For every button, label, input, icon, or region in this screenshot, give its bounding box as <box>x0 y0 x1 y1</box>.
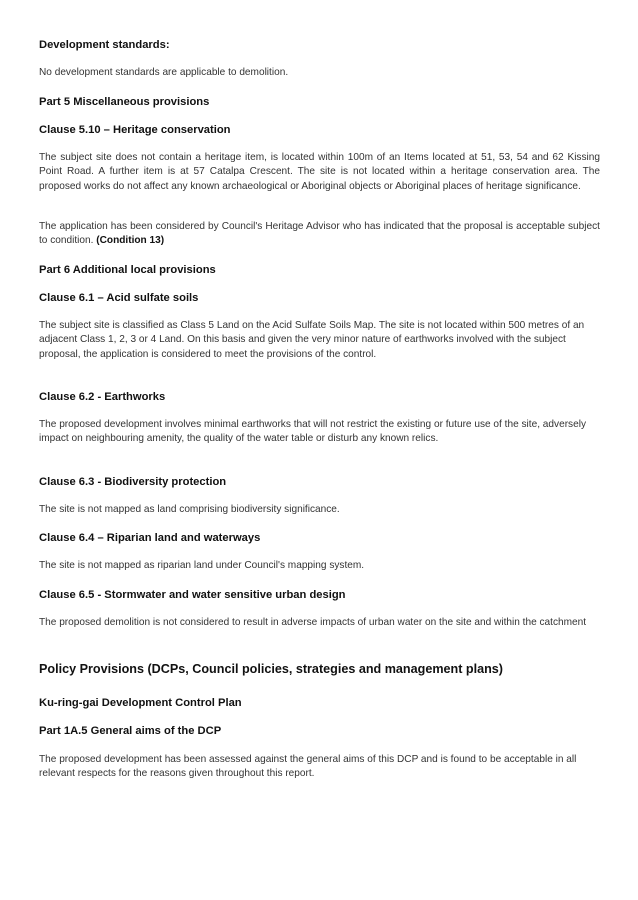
clause-6-3-text: The site is not mapped as land comprising biodiversity significance. <box>39 504 340 515</box>
development-standards-section <box>39 38 600 52</box>
clause-5-10-paragraph-1: The subject site does not contain a heritage item, is located within 100m of an Items located at 51, 53, 54 and 62 Kissing Point Road. A further item is at 57 Catalpa Crescent. The site is not located within a heritage conservation area. The proposed works do not affect any known archaeological or Aboriginal objects or Aboriginal places of heritage significance. <box>39 152 600 192</box>
part-1a5-heading: Part 1A.5 General aims of the DCP <box>39 725 222 737</box>
part-1a5-text: The proposed development has been assessed against the general aims of this DCP and is found to be acceptable in all relevant respects for the reasons given throughout this report. <box>39 754 577 780</box>
clause-6-1-heading: Clause 6.1 – Acid sulfate soils <box>39 292 199 304</box>
clause-5-10-paragraph-2 <box>39 220 600 249</box>
policy-provisions-heading: Policy Provisions (DCPs, Council policies, strategies and management plans) <box>39 662 503 676</box>
development-standards-heading: Development standards: <box>39 39 170 51</box>
clause-6-2-text: The proposed development involves minimal earthworks that will not restrict the existing or future use of the site, adversely impact on neighbouring amenity, the quality of the water table or disturb any known relics. <box>39 419 587 445</box>
development-standards-text: No development standards are applicable to demolition. <box>39 67 289 78</box>
part6-heading: Part 6 Additional local provisions <box>39 264 216 276</box>
clause-6-4-text: The site is not mapped as riparian land under Council's mapping system. <box>39 560 365 571</box>
clause-5-10-heading: Clause 5.10 – Heritage conservation <box>39 124 231 136</box>
clause-5-10-paragraph-2-text: The application has been considered by Council's Heritage Advisor who has indicated that the proposal is acceptable subject to condition. <box>39 221 600 247</box>
dcp-heading: Ku-ring-gai Development Control Plan <box>39 697 242 709</box>
clause-6-3-heading: Clause 6.3 - Biodiversity protection <box>39 476 227 488</box>
clause-6-5-heading: Clause 6.5 - Stormwater and water sensitive urban design <box>39 589 346 601</box>
part5-heading: Part 5 Miscellaneous provisions <box>39 96 210 108</box>
clause-6-2-heading: Clause 6.2 - Earthworks <box>39 391 166 403</box>
clause-6-1-text: The subject site is classified as Class 5 Land on the Acid Sulfate Soils Map. The site is not located within 500 metres of an adjacent Class 1, 2, 3 or 4 Land. On this basis and given the very minor nature of earthworks involved with the subject proposal, the application is considered to meet the provisions of the control. <box>39 320 585 360</box>
clause-6-4-heading: Clause 6.4 – Riparian land and waterways <box>39 532 261 544</box>
clause-6-5-text: The proposed demolition is not considered to result in adverse impacts of urban water on the site and within the catchment <box>39 617 587 628</box>
condition-reference: (Condition 13) <box>96 235 165 247</box>
